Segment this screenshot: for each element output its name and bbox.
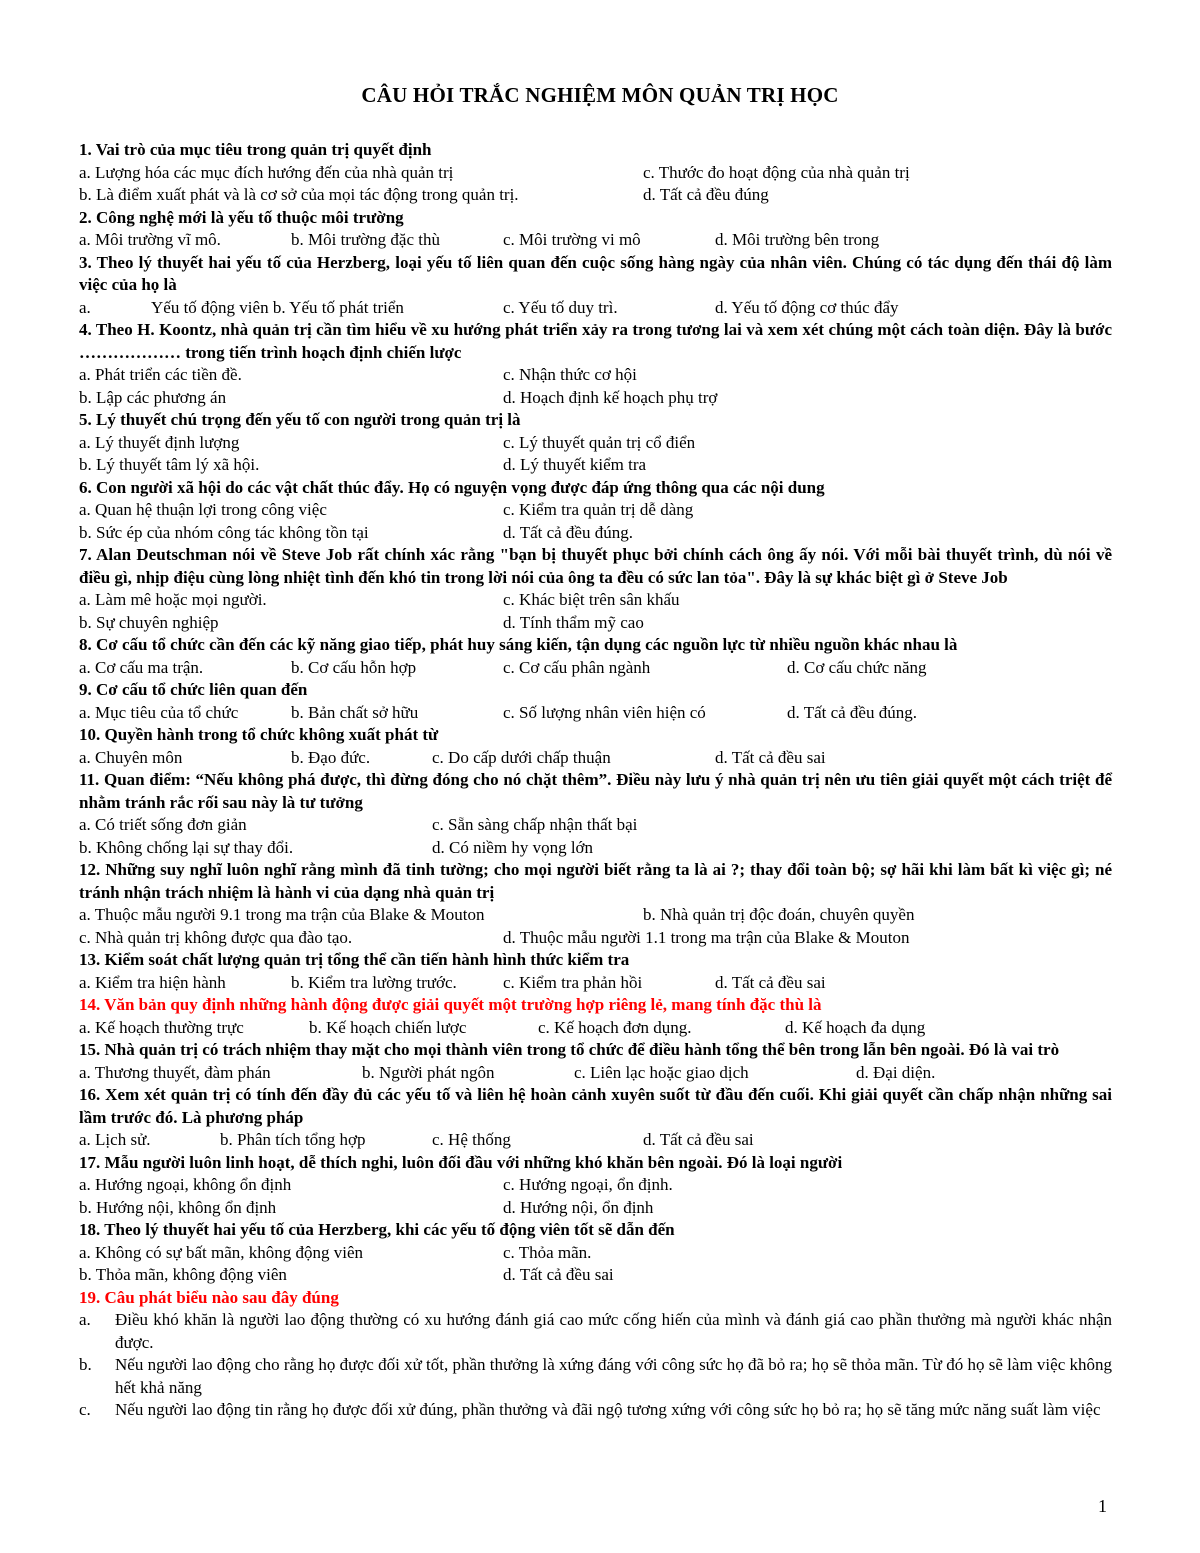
options-row bbox=[79, 1242, 1112, 1265]
option-d: d. Tất cả đều đúng bbox=[643, 185, 769, 204]
option-d: d. Tất cả đều sai bbox=[643, 1130, 754, 1149]
document-title: CÂU HỎI TRẮC NGHIỆM MÔN QUẢN TRỊ HỌC bbox=[361, 83, 839, 107]
question-11: 11. Quan điểm: “Nếu không phá được, thì đừng đóng cho nó chặt thêm”. Điều này lưu ý nhà quản trị nên ưu tiên giải quyết một cách triệt để nhằm tránh rắc rối sau này là tư tưởng bbox=[79, 770, 1112, 812]
question-3: 3. Theo lý thuyết hai yếu tố của Herzberg, loại yếu tố liên quan đến cuộc sống hàng ngày của nhân viên. Chúng có tác dụng đến thái độ làm việc của họ là bbox=[79, 252, 1112, 294]
option-c-paragraph bbox=[79, 1399, 1112, 1422]
option-c: c. Số lượng nhân viên hiện có bbox=[503, 702, 706, 722]
option-a: a. Thương thuyết, đàm phán bbox=[79, 1062, 271, 1082]
question-5: 5. Lý thuyết chú trọng đến yếu tố con người trong quản trị là bbox=[79, 410, 521, 429]
question-list bbox=[79, 139, 1112, 1422]
option-a: a. Lượng hóa các mục đích hướng đến của nhà quản trị bbox=[79, 162, 454, 182]
options-row bbox=[79, 1017, 1112, 1040]
option-a: a. Kiểm tra hiện hành bbox=[79, 972, 226, 992]
option-a-letter: a. bbox=[79, 297, 91, 317]
option-a: a. Không có sự bất mãn, không động viên bbox=[79, 1242, 364, 1262]
option-a-paragraph bbox=[79, 1309, 1112, 1354]
options-row bbox=[79, 432, 1112, 455]
option-b: b. Hướng nội, không ổn định bbox=[79, 1197, 277, 1217]
option-c: c. Môi trường vi mô bbox=[503, 230, 641, 249]
options-row bbox=[79, 972, 1112, 995]
option-d: d. Tính thẩm mỹ cao bbox=[503, 612, 644, 632]
option-b: b. Kiểm tra lường trước. bbox=[291, 972, 457, 992]
option-d: d. Hoạch định kế hoạch phụ trợ bbox=[503, 387, 718, 407]
option-b-paragraph bbox=[79, 1354, 1112, 1399]
option-a: a. Lý thuyết định lượng bbox=[79, 432, 240, 452]
option-b: b. Sự chuyên nghiệp bbox=[79, 612, 219, 632]
options-row bbox=[79, 184, 1112, 207]
option-d: d. Cơ cấu chức năng bbox=[787, 657, 927, 677]
option-a: a. Thuộc mẫu người 9.1 trong ma trận của Blake & Mouton bbox=[79, 905, 485, 924]
question-12: 12. Những suy nghĩ luôn nghĩ rằng mình đã tinh tường; cho mọi người biết rằng ta là ai ?; thay đổi toàn bộ; sợ hãi khi làm bất kì việc gì; né tránh nhận trách nhiệm là hành vi của dạng nhà quản trị bbox=[79, 860, 1112, 902]
option-d: d. Yếu tố động cơ thúc đẩy bbox=[715, 297, 899, 317]
question-4: 4. Theo H. Koontz, nhà quản trị cần tìm hiểu về xu hướng phát triển xảy ra trong tương lai và xem xét chúng một cách toàn diện. Đây là bước ……………… trong tiến trình hoạch định chiến lược bbox=[79, 320, 1112, 362]
options-row bbox=[79, 1264, 1112, 1287]
option-a: a. Phát triển các tiền đề. bbox=[79, 365, 242, 384]
options-row bbox=[79, 387, 1112, 410]
option-d: d. Đại diện. bbox=[856, 1062, 936, 1082]
option-d: d. Hướng nội, ổn định bbox=[503, 1197, 654, 1217]
option-c: c. Thỏa mãn. bbox=[503, 1242, 592, 1262]
options-row bbox=[79, 702, 1112, 725]
option-b: b. Sức ép của nhóm công tác không tồn tại bbox=[79, 522, 369, 542]
option-a: a. Mục tiêu của tổ chức bbox=[79, 702, 239, 722]
option-text: Nếu người lao động tin rằng họ được đối xử đúng, phần thưởng và đãi ngộ tương xứng với công sức họ bỏ ra; họ sẽ tăng mức năng suất làm việc bbox=[115, 1400, 1101, 1419]
question-18: 18. Theo lý thuyết hai yếu tố của Herzberg, khi các yếu tố động viên tốt sẽ dẫn đến bbox=[79, 1220, 675, 1239]
options-row bbox=[79, 1197, 1112, 1220]
option-a-b: Yếu tố động viên b. Yếu tố phát triển bbox=[151, 297, 404, 317]
option-d: d. Tất cả đều đúng. bbox=[787, 702, 917, 722]
option-b: b. Thỏa mãn, không động viên bbox=[79, 1265, 287, 1284]
option-d: d. Tất cả đều sai bbox=[715, 972, 826, 992]
question-17: 17. Mẫu người luôn linh hoạt, dễ thích nghi, luôn đối đầu với những khó khăn bên ngoài. Đó là loại người bbox=[79, 1152, 843, 1172]
option-b: b. Lý thuyết tâm lý xã hội. bbox=[79, 455, 260, 474]
option-d: d. Lý thuyết kiểm tra bbox=[503, 455, 647, 474]
options-row bbox=[79, 499, 1112, 522]
options-row bbox=[79, 1129, 1112, 1152]
options-row bbox=[79, 904, 1112, 927]
option-c: c. Hướng ngoại, ổn định. bbox=[503, 1175, 673, 1194]
options-row bbox=[79, 454, 1112, 477]
option-b: b. Môi trường đặc thù bbox=[291, 230, 440, 249]
option-c: c. Do cấp dưới chấp thuận bbox=[432, 747, 611, 767]
option-a: a. Môi trường vĩ mô. bbox=[79, 230, 221, 249]
option-d: d. Tất cả đều đúng. bbox=[503, 522, 633, 542]
option-d: d. Kế hoạch đa dụng bbox=[785, 1017, 926, 1037]
option-b: b. Cơ cấu hỗn hợp bbox=[291, 657, 417, 677]
options-row bbox=[79, 1174, 1112, 1197]
option-text: Điều khó khăn là người lao động thường có xu hướng đánh giá cao mức cống hiến của mình và đánh giá cao phần thưởng mà người khác nhận được. bbox=[115, 1310, 1112, 1352]
option-b: b. Không chống lại sự thay đổi. bbox=[79, 837, 294, 857]
options-row bbox=[79, 1062, 1112, 1085]
options-row bbox=[79, 589, 1112, 612]
options-row bbox=[79, 522, 1112, 545]
question-9: 9. Cơ cấu tổ chức liên quan đến bbox=[79, 680, 308, 699]
option-text: Nếu người lao động cho rằng họ được đối xử tốt, phần thưởng là xứng đáng với công sức họ đã bỏ ra; họ sẽ thỏa mãn. Từ đó họ sẽ làm việc không hết khả năng bbox=[115, 1355, 1112, 1397]
option-c: c. Sẵn sàng chấp nhận thất bại bbox=[432, 815, 638, 834]
option-d: d. Có niềm hy vọng lớn bbox=[432, 837, 594, 857]
options-row bbox=[79, 837, 1112, 860]
question-13: 13. Kiểm soát chất lượng quản trị tổng thể cần tiến hành hình thức kiểm tra bbox=[79, 950, 630, 969]
question-7: 7. Alan Deutschman nói về Steve Job rất chính xác rằng "bạn bị thuyết phục bởi chính cách ông ấy nói. Với mỗi bài thuyết trình, dù nói về điều gì, nhịp điệu cùng lòng nhiệt tình đến khó tin trong lời nói của ông ta đều có sức lan tỏa". Đây là sự khác biệt gì ở Steve Job bbox=[79, 545, 1112, 587]
options-row bbox=[79, 927, 1112, 950]
option-c: c. Yếu tố duy trì. bbox=[503, 297, 618, 317]
option-c: c. Kế hoạch đơn dụng. bbox=[538, 1017, 692, 1037]
question-14: 14. Văn bản quy định những hành động được giải quyết một trường hợp riêng lẻ, mang tính đặc thù là bbox=[79, 995, 822, 1014]
option-d: d. Môi trường bên trong bbox=[715, 230, 880, 249]
option-b: b. Lập các phương án bbox=[79, 387, 227, 407]
option-a: a. Chuyên môn bbox=[79, 747, 183, 767]
option-c: c. Cơ cấu phân ngành bbox=[503, 657, 651, 677]
options-row bbox=[79, 297, 1112, 320]
options-row bbox=[79, 814, 1112, 837]
option-d: d. Tất cả đều sai bbox=[503, 1265, 614, 1284]
option-d: d. Thuộc mẫu người 1.1 trong ma trận của Blake & Mouton bbox=[503, 927, 910, 947]
option-c: c. Hệ thống bbox=[432, 1130, 511, 1149]
option-c: c. Liên lạc hoặc giao dịch bbox=[574, 1062, 749, 1082]
option-b: b. Người phát ngôn bbox=[362, 1062, 495, 1082]
question-10: 10. Quyền hành trong tổ chức không xuất phát từ bbox=[79, 725, 439, 744]
options-row bbox=[79, 229, 1112, 252]
option-c: c. Khác biệt trên sân khấu bbox=[503, 590, 680, 609]
option-b: b. Nhà quản trị độc đoán, chuyên quyền bbox=[643, 905, 915, 924]
question-19: 19. Câu phát biểu nào sau đây đúng bbox=[79, 1287, 339, 1307]
option-b: b. Kế hoạch chiến lược bbox=[309, 1017, 467, 1037]
option-c: c. Thước đo hoạt động của nhà quản trị bbox=[643, 162, 910, 182]
question-8: 8. Cơ cấu tổ chức cần đến các kỹ năng giao tiếp, phát huy sáng kiến, tận dụng các nguồn lực từ nhiều nguồn khác nhau là bbox=[79, 635, 958, 654]
option-a: a. Quan hệ thuận lợi trong công việc bbox=[79, 500, 327, 519]
question-1: 1. Vai trò của mục tiêu trong quản trị quyết định bbox=[79, 140, 432, 159]
question-2: 2. Công nghệ mới là yếu tố thuộc môi trường bbox=[79, 207, 404, 227]
option-a: a. Cơ cấu ma trận. bbox=[79, 657, 204, 677]
option-a: a. Có triết sống đơn giản bbox=[79, 815, 247, 834]
options-row bbox=[79, 747, 1112, 770]
option-letter: c. bbox=[79, 1400, 91, 1419]
question-16: 16. Xem xét quản trị có tính đến đầy đủ các yếu tố và liên hệ hoàn cảnh xuyên suốt từ đầu đến cuối. Khi giải quyết cần chấp nhận những sai lầm trước đó. Là phương pháp bbox=[79, 1085, 1112, 1127]
option-b: b. Bản chất sở hữu bbox=[291, 702, 419, 722]
options-row bbox=[79, 657, 1112, 680]
option-b: b. Là điểm xuất phát và là cơ sở của mọi tác động trong quản trị. bbox=[79, 185, 519, 204]
question-6: 6. Con người xã hội do các vật chất thúc đẩy. Họ có nguyện vọng được đáp ứng thông qua các nội dung bbox=[79, 477, 825, 497]
option-d: d. Tất cả đều sai bbox=[715, 747, 826, 767]
options-row bbox=[79, 364, 1112, 387]
options-row bbox=[79, 612, 1112, 635]
option-c: c. Nhận thức cơ hội bbox=[503, 365, 637, 384]
option-b: b. Phân tích tổng hợp bbox=[220, 1130, 366, 1149]
option-b: b. Đạo đức. bbox=[291, 747, 371, 767]
option-a: a. Hướng ngoại, không ổn định bbox=[79, 1175, 292, 1194]
option-letter: b. bbox=[79, 1355, 92, 1374]
option-a: a. Lịch sử. bbox=[79, 1130, 151, 1149]
option-c: c. Kiểm tra quản trị dễ dàng bbox=[503, 500, 694, 519]
option-c: c. Nhà quản trị không được qua đào tạo. bbox=[79, 927, 353, 947]
option-letter: a. bbox=[79, 1310, 91, 1329]
options-row bbox=[79, 162, 1112, 185]
question-15: 15. Nhà quản trị có trách nhiệm thay mặt cho mọi thành viên trong tổ chức để điều hành tổng thể bên trong lẫn bên ngoài. Đó là vai trò bbox=[79, 1040, 1060, 1059]
option-a: a. Làm mê hoặc mọi người. bbox=[79, 590, 267, 609]
option-c: c. Kiểm tra phản hồi bbox=[503, 972, 643, 992]
page-number: 1 bbox=[1098, 1496, 1107, 1516]
option-a: a. Kế hoạch thường trực bbox=[79, 1017, 244, 1037]
option-c: c. Lý thuyết quản trị cổ điển bbox=[503, 432, 696, 452]
